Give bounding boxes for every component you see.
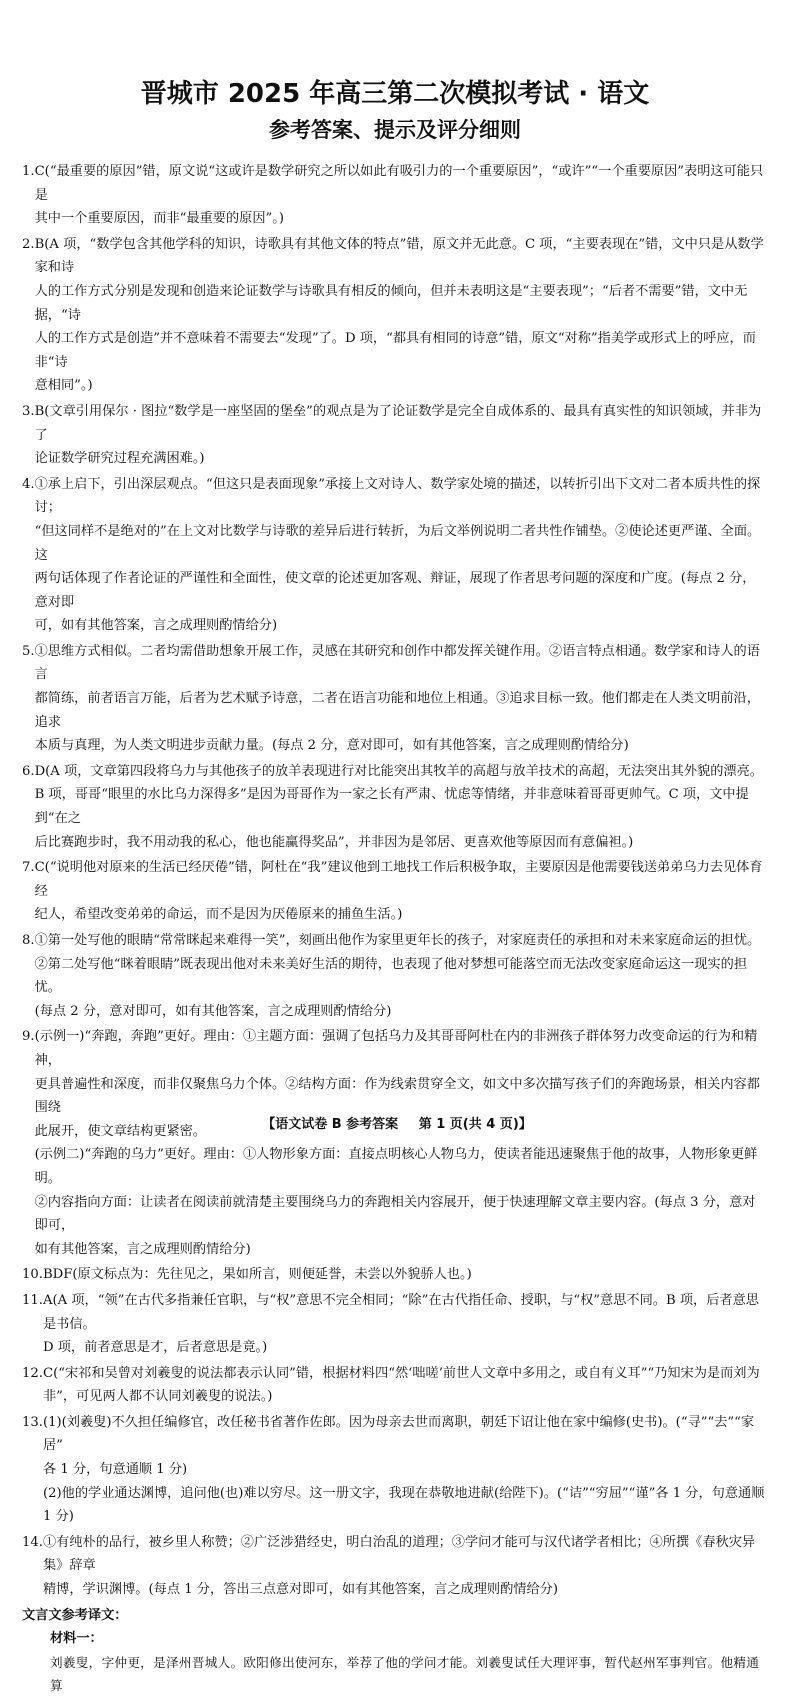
answer-item [22,760,768,854]
answer-number: 3. [22,403,35,419]
answer-number: 10. [22,1267,43,1283]
page-subtitle: 参考答案、提示及评分细则 [269,118,521,142]
answer-text [43,1263,768,1287]
answer-line: 此展开，使文章结构更紧密。 [34,1123,207,1139]
answer-number: 9. [22,1029,35,1045]
answer-text [35,233,768,398]
answer-line: B 项，哥哥“眼里的水比乌力深得多”是因为哥哥作为一家之长有严肃、忧虑等情绪，并非意味着哥哥更帅气。C 项，文中提到“在之 [34,787,749,827]
answer-text [35,640,768,758]
answer-line: 人的工作方式是创造”并不意味着不需要去“发现”了。D 项，“都具有相同的诗意”错，原文“对称”指美学或形式上的呼应，而非“诗 [34,331,756,370]
answer-line: A(A 项，“领”在古代多指兼任官职，与“权”意思不完全相同；“除”在古代指任命、授职，与“权”意思不同。B 项，后者意思是书信。 [42,1292,759,1332]
answer-number: 2. [22,236,35,252]
answer-line: C(“宋祁和吴曾对刘羲叟的说法都表示认同”错，根据材料四“然‘咄嗟’前世人文章中多用之，或自有义耳”“乃知宋为是而刘为 [42,1365,760,1381]
answer-line: (示例二)“奔跑的乌力”更好。理由：①人物形象方面：直接点明核心人物乌力，使读者能迅速聚焦于他的故事，人物形象更鲜明。 [34,1147,758,1186]
answer-line: (示例一)“奔跑，奔跑”更好。理由：①主题方面：强调了包括乌力及其哥哥阿杜在内的非洲孩子群体努力改变命运的行为和精神， [34,1029,758,1068]
answer-text [43,1531,768,1602]
answer-line: C(“说明他对原来的生活已经厌倦”错，阿杜在“我”建议他到工地找工作后积极争取，主要原因是他需要钱送弟弟乌力去见体育经 [34,860,763,899]
answer-text [35,400,768,471]
answer-item [22,856,768,927]
answer-text [35,760,768,854]
answer-item [22,1263,768,1287]
answer-line: 都简练，前者语言万能，后者为艺术赋予诗意，二者在语言功能和地位上相通。③追求目标一致。他们都走在人类文明前沿，追求 [34,691,760,730]
answer-item [22,160,768,231]
answer-line: B(A 项，“数学包含其他学科的知识，诗歌具有其他文体的特点”错，原文并无此意。C 项，“主要表现在”错，文中只是从数学家和诗 [34,236,764,276]
answer-line: BDF(原文标点为：先往见之，果如所言，则便延誉，未尝以外貌骄人也。) [42,1267,472,1283]
translation-text: 刘羲叟，字仲更，是泽州晋城人。欧阳修出使河东，举荐了他的学问才能。刘羲叟试任大理评事，暂代赵州军事判官。他精通算 [50,1654,760,1694]
answer-line: 人的工作方式分别是发现和创造来论证数学与诗歌具有相反的倾向，但并未表明这是“主要表现”；“后者不需要”错，文中无据，“诗 [34,283,748,323]
answer-line: ①第一处写他的眼睛“常常眯起来难得一笑”，刻画出他作为家里更年长的孩子，对家庭责任的承担和对未来家庭命运的担忧。 [34,933,761,948]
answer-list [22,160,768,1602]
answer-text [35,856,768,927]
answer-line: 纪人，希望改变弟弟的命运，而不是因为厌倦原来的捕鱼生活。) [34,907,403,923]
answer-line: 意相同”。) [34,378,93,394]
answer-line: 本质与真理，为人类文明进步贡献力量。(每点 2 分，意对即可，如有其他答案，言之成理则酌情给分) [34,738,629,754]
answer-line: ①有纯朴的品行，被乡里人称赞；②广泛涉猎经史，明白治乱的道理；③学问才能可与汉代诸学者相比；④所撰《春秋灾异集》辞章 [42,1534,756,1574]
answer-line: 非”，可见两人都不认同刘羲叟的说法。) [42,1389,273,1405]
answer-number: 5. [22,643,35,659]
answer-line: 精博，学识渊博。(每点 1 分，答出三点意对即可，如有其他答案，言之成理则酌情给分) [42,1582,558,1598]
answer-item [22,1362,768,1409]
answer-line: “但这同样不是绝对的”在上文对比数学与诗歌的差异后进行转折，为后文举例说明二者共性作铺垫。②使论述更严谨、全面。这 [34,523,761,563]
page-footer [0,1113,794,1132]
answer-line: D 项，前者意思是才，后者意思是竟。) [42,1340,268,1356]
answer-item [22,1411,768,1529]
answer-line: C(“最重要的原因”错，原文说“这或许是数学研究之所以如此有吸引力的一个重要原因”，“或许”“一个重要原因”表明这可能只是 [34,164,764,203]
answer-line: B(文章引用保尔 · 图拉“数学是一座坚固的堡垒”的观点是为了论证数学是完全自成体系的、最具有真实性的知识领域，并非为了 [34,403,762,443]
translation-heading: 文言文参考译文： [22,1607,128,1623]
answer-line: D(A 项，文章第四段将乌力与其他孩子的放羊表现进行对比能突出其牧羊的高超与放羊技术的高超，无法突出其外貌的漂亮。 [34,763,763,779]
answer-item [22,1025,768,1261]
answer-item [22,1289,768,1360]
answer-text [35,1025,768,1261]
answer-number: 1. [22,164,35,179]
answer-line: ②第二处写他“眯着眼睛”既表现出他对未来美好生活的期待，也表现了他对梦想可能落空而无法改变家庭命运这一现实的担忧。 [34,956,748,996]
answer-line: 可，如有其他答案，言之成理则酌情给分) [34,618,278,634]
answer-number: 7. [22,860,35,876]
answer-text [35,929,768,1023]
answer-text [35,473,768,638]
answer-line: ②内容指向方面：让读者在阅读前就清楚主要围绕乌力的奔跑相关内容展开，便于快速理解文章主要内容。(每点 3 分，意对即可， [34,1194,756,1234]
footer-page-number: 第 1 页(共 4 页)】 [418,1117,532,1132]
answer-number: 6. [22,763,35,779]
answer-text [43,1411,768,1529]
answer-number: 13. [22,1414,43,1430]
answer-line: 后比赛跑步时，我不用动我的私心，他也能赢得奖品”，并非因为是邻居、更喜欢他等原因而有意偏袒。) [34,834,634,850]
answer-number: 12. [22,1365,43,1381]
answer-number: 8. [22,933,35,948]
answer-line: (1)(刘羲叟)不久担任编修官，改任秘书省著作佐郎。因为母亲去世而离职，朝廷下诏让他在家中编修(史书)。(“寻”“去”“家居” [42,1414,755,1454]
answer-line: 论证数学研究过程充满困难。) [34,451,205,467]
answer-line: (每点 2 分，意对即可，如有其他答案，言之成理则酌情给分) [34,1003,392,1019]
answer-item [22,929,768,1023]
answer-line: ①思维方式相似。二者均需借助想象开展工作，灵感在其研究和创作中都发挥关键作用。②语言特点相通。数学家和诗人的语言 [34,643,760,683]
answer-line: 两句话体现了作者论证的严谨性和全面性，使文章的论述更加客观、辩证，展现了作者思考问题的深度和广度。(每点 2 分，意对即 [34,571,756,610]
answer-number: 11. [22,1292,43,1308]
answer-line: 更具普遍性和深度，而非仅聚焦乌力个体。②结构方面：作为线索贯穿全文，如文中多次描写孩子们的奔跑场景，相关内容都围绕 [34,1076,760,1116]
answer-item [22,640,768,758]
answer-line: 其中一个重要原因，而非“最重要的原因”。) [34,211,284,227]
answer-text [35,160,768,231]
material-label: 材料一： [50,1631,103,1647]
answer-number: 4. [22,476,35,492]
answer-line: 如有其他答案，言之成理则酌情给分) [34,1241,251,1257]
answer-line: ①承上启下，引出深层观点。“但这只是表面现象”承接上文对诗人、数学家处境的描述，以转折引出下文对二者本质共性的探讨； [34,476,761,516]
answer-number: 14. [22,1534,43,1550]
answer-item [22,1531,768,1602]
answer-item [22,233,768,398]
page-title: 晋城市 2025 年高三第二次模拟考试 · 语文 [140,79,650,109]
answer-line: (2)他的学业通达渊博，追问他(也)难以穷尽。这一册文字，我现在恭敬地进献(给陛下)。(“诘”“穷屈”“谨”各 1 分，句意通顺 1 分) [42,1485,765,1525]
footer-label: 【语文试卷 B 参考答案 [262,1117,399,1132]
answer-line: 各 1 分，句意通顺 1 分) [42,1462,188,1478]
answer-text [43,1362,768,1409]
answer-item [22,400,768,471]
answer-item [22,473,768,638]
answer-text [43,1289,768,1360]
